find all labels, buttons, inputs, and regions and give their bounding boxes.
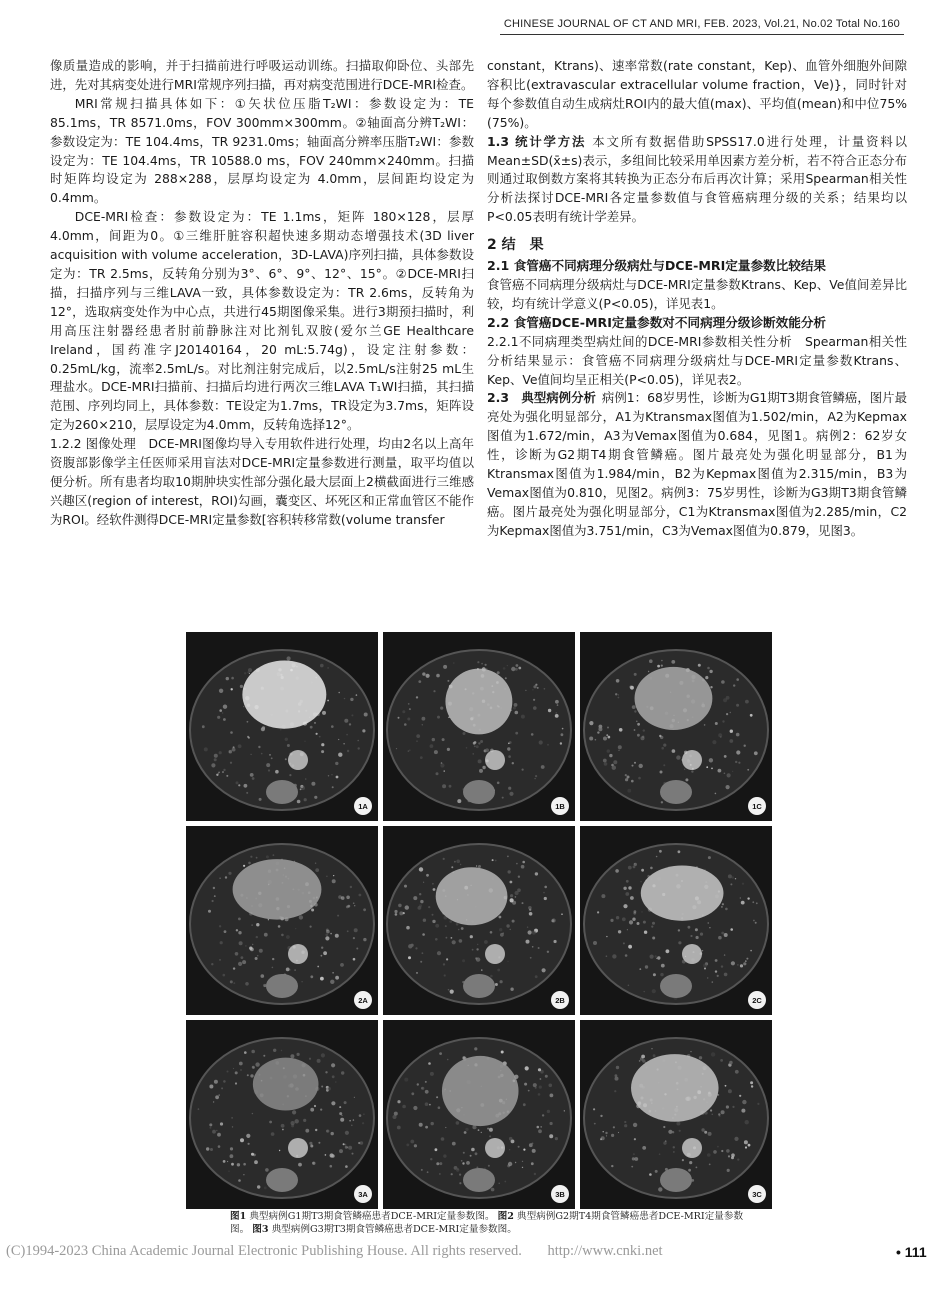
mri-panel bbox=[580, 1020, 772, 1209]
header-rule bbox=[500, 34, 904, 35]
journal-header: CHINESE JOURNAL OF CT AND MRI, FEB. 2023, Vol.21, No.02 Total No.160 bbox=[503, 18, 900, 30]
copyright-text: (C)1994-2023 China Academic Journal Electronic Publishing House. All rights reserved. bbox=[6, 1243, 522, 1259]
panel-label: 2A bbox=[354, 991, 372, 1009]
mri-panel bbox=[383, 632, 575, 821]
page-number: • 111 bbox=[896, 1244, 927, 1260]
panel-label: 1A bbox=[354, 797, 372, 815]
panel-label: 1C bbox=[748, 797, 766, 815]
mri-scan-image bbox=[580, 632, 772, 821]
panel-label: 2C bbox=[748, 991, 766, 1009]
paragraph: 1.2.2 图像处理 DCE-MRI图像均导入专用软件进行处理，均由2名以上高年资腹部影像学主任医师采用盲法对DCE-MRI定量参数进行测量，取平均值以便分析。所有患者均取10期肿块实性部分强化最大层面上2横截面进行三维感兴趣区(region of interest，ROI)勾画，囊变区、坏死区和正常血管区不能作为ROI。经软件测得DCE-MRI定量参数[容积转移常数(volume transfer bbox=[50, 436, 474, 527]
mri-scan-image bbox=[186, 632, 378, 821]
caption-text: 典型病例G3期T3期食管鳞癌患者DCE-MRI定量参数图。 bbox=[271, 1224, 517, 1235]
section-body: 本文所有数据借助SPSS17.0进行处理，计量资料以Mean±SD(x̄±s)表示，多组间比较采用单因素方差分析，若不符合正态分布则通过取倒数方案将其转换为正态分布后再次计算；采用Spearman相关性分析法探讨DCE-MRI各定量参数值与食管癌病理分级的关系；结果均以P<0.05表明有统计学差异。 bbox=[487, 133, 908, 225]
mri-scan-image bbox=[383, 826, 575, 1015]
section-title: 1.3 统计学方法 bbox=[487, 133, 587, 149]
section-body: 病例1：68岁男性，诊断为G1期T3期食管鳞癌，图片最亮处为强化明显部分，A1为Ktransmax图值为1.502/min，A2为Kepmax图值为1.672/min，A3为Vemax图值为0.684，见图1。病例2：62岁女性，诊断为G2期T4期食管鳞癌。图片最亮处为强化明显部分，B1为Ktransmax图值为1.984/min，B2为Kepmax图值为2.315/min，B3为Vemax图值为0.810，见图2。病例3：75岁男性，诊断为G3期T3期食管鳞癌。图片最亮处为强化明显部分，C1为Ktransmax图值为2.285/min，C2为Kepmax图值为3.751/min，C3为Vemax图值为0.879，见图3。 bbox=[487, 390, 907, 538]
mri-panel bbox=[580, 632, 772, 821]
section-title: 2 结 果 bbox=[487, 237, 544, 254]
caption-label: 图1 bbox=[230, 1211, 247, 1222]
mri-panel bbox=[580, 826, 772, 1015]
caption-label: 图3 bbox=[252, 1224, 269, 1235]
right-column bbox=[487, 57, 907, 541]
left-column bbox=[50, 57, 474, 530]
panel-label: 3A bbox=[354, 1185, 372, 1203]
paragraph: DCE-MRI检查：参数设定为：TE 1.1ms，矩阵 180×128，层厚 4.0mm，间距为0。①三维肝脏容积超快速多期动态增强技术(3D liver acquisition with volume acceleration，3D-LAVA)序列扫描，具体参数设定为：TR 2.5ms，反转角分别为3°、6°、9°、12°、15°。②DCE-MRI扫描，扫描序列与三维LAVA一致，具体参数设定为：TR 2.6ms，反转角为12°，选取病变处作为中心点，共进行45期图像采集。进行3期预扫描时，利用高压注射器经患者肘前静脉注对比剂钆双胺(爱尔兰GE Healthcare Ireland，国药准字J20140164，20 mL:5.74g)，设定注射参数：0.25mL/kg，流率2.5mL/s。对比剂注射完成后，以2.5mL/s注射25 mL生理盐水。DCE-MRI扫描前、扫描后均进行两次三维LAVA T₁WI扫描，其扫描范围、序列均同上，具体参数：TE设定为1.7ms，TR设定为3.7ms，矩阵设定为260×210，层厚设定为4.0mm，反转角选择12°。 bbox=[50, 209, 474, 433]
paragraph: 食管癌不同病理分级病灶与DCE-MRI定量参数Ktrans、Kep、Ve值间差异比较，均有统计学意义(P<0.05)，详见表1。 bbox=[487, 276, 907, 311]
mri-panel bbox=[383, 826, 575, 1015]
panel-label: 2B bbox=[551, 991, 569, 1009]
figure-caption bbox=[230, 1210, 750, 1236]
figure-grid bbox=[186, 632, 772, 1210]
mri-scan-image bbox=[383, 1020, 575, 1209]
section-title: 2.3 典型病例分析 bbox=[487, 390, 596, 406]
mri-scan-image bbox=[186, 1020, 378, 1209]
panel-label: 1B bbox=[551, 797, 569, 815]
mri-scan-image bbox=[580, 826, 772, 1015]
paragraph: 2.2.1不同病理类型病灶间的DCE-MRI参数相关性分析 Spearman相关性分析结果显示：食管癌不同病理分级病灶与DCE-MRI定量参数Ktrans、Kep、Ve值间均呈正相关(P<0.05)，详见表2。 bbox=[487, 333, 907, 387]
subsection-title: 2.2 食管癌DCE-MRI定量参数对不同病理分级诊断效能分析 bbox=[487, 314, 827, 330]
mri-scan-image bbox=[383, 632, 575, 821]
caption-text: 典型病例G1期T3期食管鳞癌患者DCE-MRI定量参数图。 bbox=[249, 1211, 495, 1222]
panel-label: 3C bbox=[748, 1185, 766, 1203]
section-2-3 bbox=[487, 389, 907, 540]
mri-scan-image bbox=[186, 826, 378, 1015]
caption-text: 典型病例G2期T4期食管鳞癌患者DCE-MRI定量参数图。 bbox=[230, 1211, 744, 1235]
section-1-3 bbox=[487, 133, 907, 228]
subsection-title: 2.1 食管癌不同病理分级病灶与DCE-MRI定量参数比较结果 bbox=[487, 258, 827, 274]
copyright-footer bbox=[6, 1243, 663, 1260]
caption-label: 图2 bbox=[497, 1211, 514, 1222]
paragraph: MRI常规扫描具体如下：①矢状位压脂T₂WI：参数设定为：TE 85.1ms，TR 8571.0ms，FOV 300mm×300mm。②轴面高分辨T₂WI：参数设定为：TE 104.4ms，TR 9231.0ms；轴面高分辨率压脂T₂WI：参数设定为：TE 104.4ms，TR 10588.0 ms，FOV 240mm×240mm。扫描时矩阵均设定为 288×288，层厚均设定为 4.0mm，层间距均设定为 0.4mm。 bbox=[50, 95, 474, 206]
mri-panel bbox=[383, 1020, 575, 1209]
mri-panel bbox=[186, 632, 378, 821]
paragraph: constant，Ktrans)、速率常数(rate constant，Kep)、血管外细胞外间隙容积比(extravascular extracellular volume fraction，Ve)}，同时针对每个参数值自动生成病灶ROI内的最大值(max)、平均值(mean)和中位75%(75%)。 bbox=[487, 58, 907, 130]
mri-panel bbox=[186, 1020, 378, 1209]
panel-label: 3B bbox=[551, 1185, 569, 1203]
footer-link[interactable]: http://www.cnki.net bbox=[547, 1243, 663, 1259]
mri-scan-image bbox=[580, 1020, 772, 1209]
mri-panel bbox=[186, 826, 378, 1015]
paragraph: 像质量造成的影响，并于扫描前进行呼吸运动训练。扫描取仰卧位、头部先进，先对其病变处进行MRI常规序列扫描，再对病变范围进行DCE-MRI检查。 bbox=[50, 58, 474, 92]
